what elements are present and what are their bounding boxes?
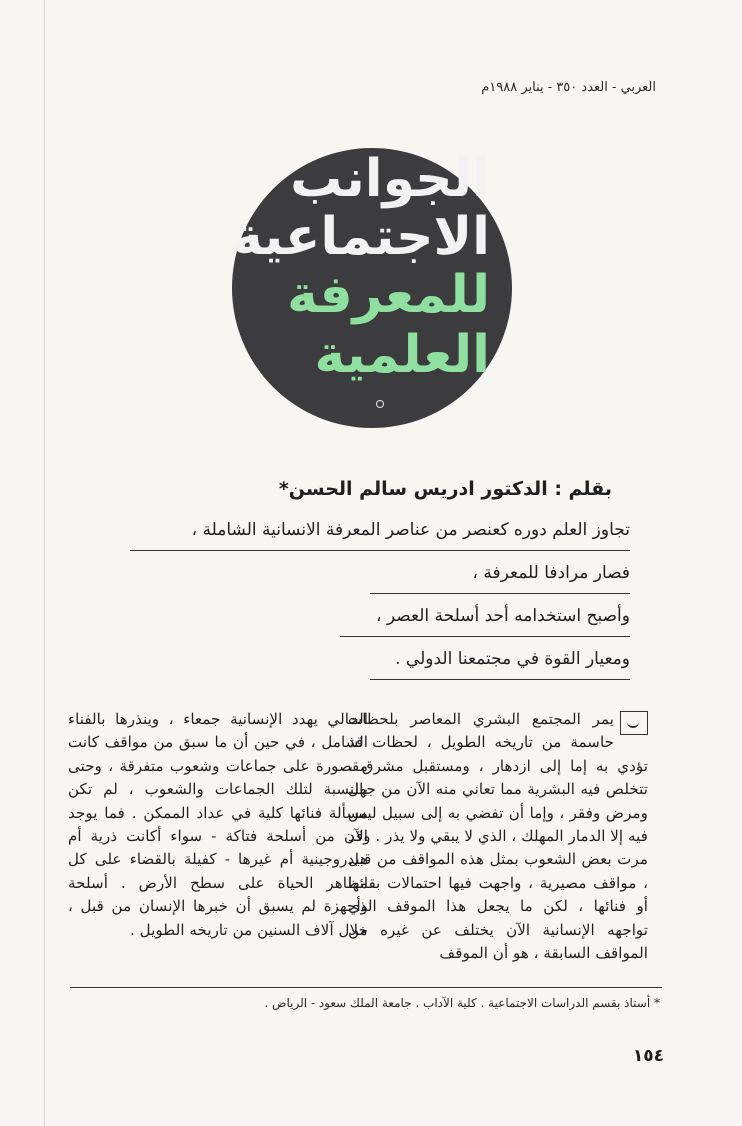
lede-line-4: ومعيار القوة في مجتمعنا الدولي .	[370, 645, 630, 680]
body-column-right	[348, 708, 648, 965]
lamp-icon	[620, 711, 648, 735]
footnote: * أستاذ بقسم الدراسات الاجتماعية . كلية الآداب . جامعة الملك سعود - الرياض .	[264, 996, 660, 1010]
lede-block	[130, 516, 630, 688]
body-text-right: يمر المجتمع البشري المعاصر بلحظات حاسمة من تاريخه الطويل ، لحظات قد تؤدي به إما إلى ازدهار ، ومستقبل مشرق ، تتخلص فيه البشرية مما تعاني منه الآن من جهل ومرض وفقر ، وإما أن تفضي به إلى سبيل ليس فيه إلا الدمار المهلك ، الذي لا يبقي ولا يذر . وقد مرت بعض الشعوب بمثل هذه المواقف من قبل ، مواقف مصيرية ، واجهت فيها احتمالات بقائها أو فنائها ، لكن ما يجعل هذا الموقف الذي تواجهه الإنسانية الآن يختلف عن غيره من المواقف السابقة ، هو أن الموقف	[348, 710, 648, 963]
title-line-3: للمعرفة	[287, 265, 490, 325]
circle-dot	[376, 400, 384, 408]
lede-line-1: تجاوز العلم دوره كعنصر من عناصر المعرفة الانسانية الشاملة ،	[130, 516, 630, 551]
page-number: ١٥٤	[632, 1046, 664, 1066]
article-title	[100, 150, 490, 384]
footnote-divider	[70, 987, 662, 988]
body-column-left	[68, 708, 368, 942]
issue-header: العربي - العدد ٣٥٠ - يناير ١٩٨٨م	[481, 80, 656, 95]
body-text-left: الحالي يهدد الإنسانية جمعاء ، وينذرها بالفناء الشامل ، في حين أن ما سبق من مواقف كانت مقصورة على جماعات وشعوب متفرقة ، وحتى بالنسبة لتلك الجماعات والشعوب ، لم تكن مسألة فنائها كلية في عداد الممكن . فما يوجد الآن من أسلحة فتاكة - سواء أكانت ذرية أم هيدروجينية أم غيرها - كفيلة بالقضاء على كل مظاهر الحياة على سطح الأرض . أسلحة وأجهزة لم يسبق أن خبرها الإنسان من قبل ، خلال آلاف السنين من تاريخه الطويل .	[68, 710, 368, 939]
title-line-1: الجوانب	[290, 149, 490, 209]
title-line-4: العلمية	[314, 325, 490, 385]
page-edge	[44, 0, 45, 1126]
lede-line-3: وأصبح استخدامه أحد أسلحة العصر ،	[340, 602, 630, 637]
title-line-2: الاجتماعية	[232, 207, 490, 267]
lede-line-2: فصار مرادفا للمعرفة ،	[370, 559, 630, 594]
author-byline: بقلم : الدكتور ادريس سالم الحسن*	[278, 478, 612, 500]
